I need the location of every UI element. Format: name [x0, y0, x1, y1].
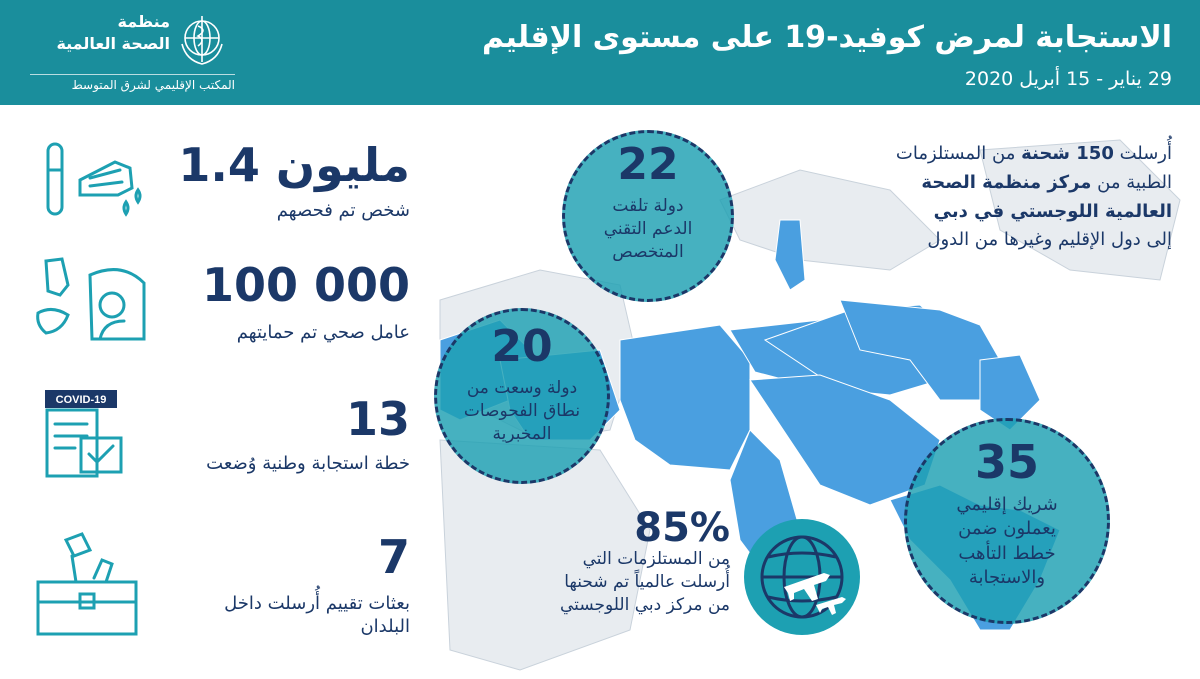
- stat-missions-value: 7: [377, 530, 410, 584]
- shipments-line3: [782, 198, 1172, 227]
- bubble-technical-support-line1: دولة تلقت: [612, 196, 684, 216]
- shipments-line2-bold: مركز منظمة الصحة: [921, 171, 1092, 193]
- bubble-partners-line3: خطط التأهب: [958, 542, 1056, 564]
- who-emblem-icon: [172, 10, 232, 70]
- stat-plans-value: 13: [345, 392, 410, 446]
- bubble-technical-support-label: [565, 195, 731, 264]
- logistics-label-line3: من مركز دبي اللوجستي: [560, 594, 730, 615]
- bubble-partners-line4: والاستجابة: [968, 566, 1046, 588]
- shipments-line2: [782, 169, 1172, 198]
- stat-tested-label: شخص تم فحصهم: [276, 200, 410, 221]
- test-tube-icon: [40, 140, 150, 220]
- stat-missions-label-line2: البلدان: [360, 616, 410, 638]
- bubble-lab-testing-label: [437, 377, 607, 446]
- shipments-line1-post: من المستلزمات: [895, 143, 1022, 164]
- org-office: المكتب الإقليمي لشرق المتوسط: [30, 74, 235, 92]
- bubble-lab-testing: [434, 308, 610, 484]
- bubble-technical-support-line2: الدعم التقني: [603, 218, 693, 239]
- shipments-line1: [782, 140, 1172, 169]
- stat-protected-label: عامل صحي تم حمايتهم: [236, 322, 410, 343]
- bubble-lab-testing-line1: دولة وسعت من: [466, 378, 578, 398]
- bubble-partners-line2: يعملون ضمن: [958, 518, 1056, 540]
- page-title: الاستجابة لمرض كوفيد-19 على مستوى الإقليم: [481, 20, 1172, 55]
- shipments-line4: إلى دول الإقليم وغيرها من الدول: [927, 229, 1172, 251]
- org-name-line2: الصحة العالمية: [56, 34, 170, 53]
- bubble-partners: [904, 418, 1110, 624]
- shipments-line1-pre: أُرسلت: [1113, 143, 1172, 164]
- shipments-line1-bold: 150 شحنة: [1021, 143, 1114, 164]
- logistics-label-line2: أُرسلت عالمياً تم شحنها: [564, 571, 730, 592]
- plan-clipboard-icon: [35, 388, 130, 483]
- stat-missions-label-line1: بعثات تقييم أُرسلت داخل: [224, 593, 410, 614]
- stat-protected-value: 100 000: [201, 258, 410, 312]
- bubble-lab-testing-value: 20: [491, 321, 553, 372]
- date-range: 29 يناير - 15 أبريل 2020: [964, 68, 1172, 90]
- stat-missions-label: [130, 592, 410, 639]
- globe-plane-icon: [740, 515, 865, 640]
- plan-icon-text: COVID-19: [55, 394, 107, 406]
- stat-plans-label: خطة استجابة وطنية وُضعت: [206, 453, 410, 474]
- org-name-line1: منظمة: [117, 12, 170, 31]
- bubble-technical-support: [562, 130, 734, 302]
- bubble-partners-label: [907, 493, 1107, 590]
- logistics-label-line1: من المستلزمات التي: [582, 549, 730, 569]
- logistics-label: [470, 548, 730, 617]
- briefcase-icon: [32, 530, 144, 638]
- ppe-icon: [32, 255, 150, 345]
- shipments-text: [782, 140, 1172, 255]
- bubble-lab-testing-line2: نطاق الفحوصات: [463, 400, 581, 421]
- bubble-technical-support-value: 22: [617, 139, 679, 190]
- bubble-technical-support-line3: المتخصص: [612, 241, 684, 262]
- header-bar: [0, 0, 1200, 105]
- shipments-line2-pre: الطبية من: [1091, 171, 1172, 193]
- bubble-lab-testing-line3: المخبرية: [492, 423, 552, 444]
- stat-tested-value: 1.4 مليون: [178, 138, 410, 192]
- logistics-percent: 85%: [634, 505, 730, 551]
- bubble-partners-line1: شريك إقليمي: [956, 494, 1058, 515]
- bubble-partners-value: 35: [974, 435, 1039, 489]
- shipments-line3-bold: العالمية اللوجستي في دبي: [933, 200, 1172, 222]
